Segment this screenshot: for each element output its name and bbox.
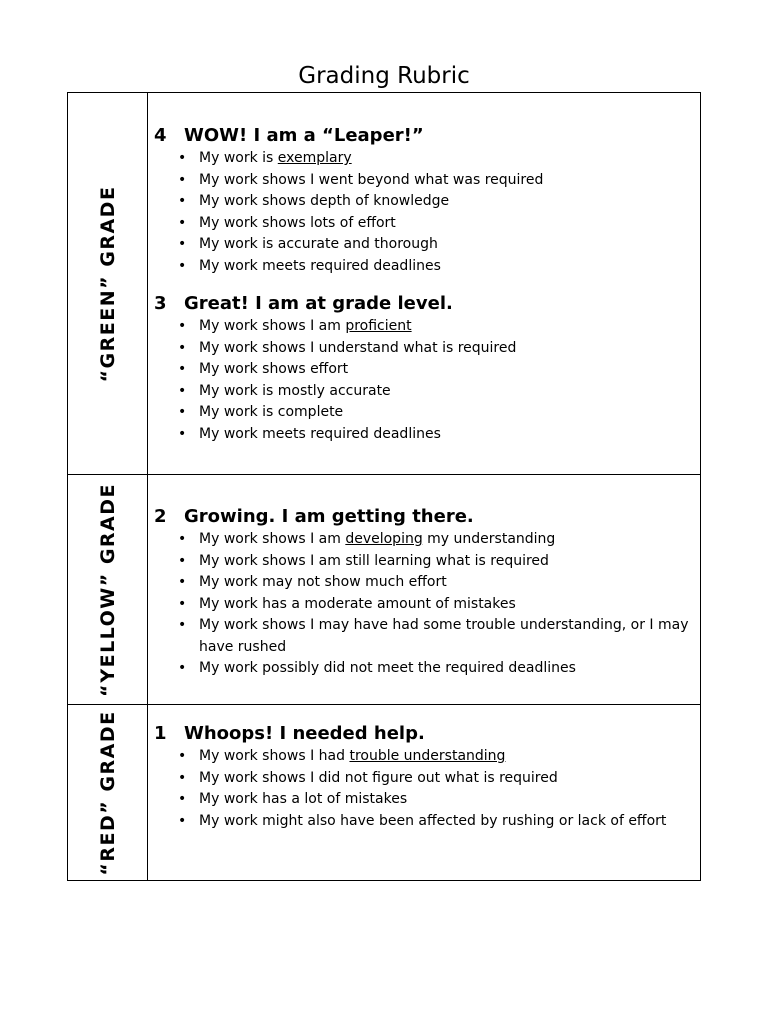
level-4 <box>154 93 692 277</box>
rubric-row-red <box>68 705 701 881</box>
rubric-row-green <box>68 93 701 475</box>
criteria-item: • My work is exemplary <box>178 148 692 170</box>
grade-label-yellow: “YELLOW” GRADE <box>96 482 119 697</box>
criteria-item: • My work shows effort <box>178 359 692 381</box>
criteria-list <box>154 148 692 277</box>
criteria-item: • My work has a moderate amount of mistakes <box>178 594 692 616</box>
rubric-row-yellow <box>68 475 701 705</box>
criteria-list <box>154 316 692 445</box>
emphasized-term: trouble understanding <box>349 748 506 764</box>
criteria-item: • My work possibly did not meet the required deadlines <box>178 658 692 680</box>
level-number: 4 <box>154 125 167 146</box>
criteria-item: • My work has a lot of mistakes <box>178 789 692 811</box>
level-title: WOW! I am a “Leaper!” <box>184 125 424 146</box>
level-heading <box>154 505 692 529</box>
criteria-item: • My work shows I understand what is required <box>178 338 692 360</box>
criteria-item: • My work shows lots of effort <box>178 213 692 235</box>
criteria-item: • My work meets required deadlines <box>178 256 692 278</box>
grade-content-cell <box>148 93 701 475</box>
emphasized-term: proficient <box>345 318 412 334</box>
grade-label-cell <box>68 475 148 705</box>
grade-label-cell <box>68 93 148 475</box>
criteria-item: • My work shows I went beyond what was required <box>178 170 692 192</box>
level-heading <box>154 292 692 316</box>
level-number: 1 <box>154 723 167 744</box>
criteria-item: • My work shows I am proficient <box>178 316 692 338</box>
emphasized-term: developing <box>345 531 423 547</box>
level-1 <box>154 705 692 832</box>
grade-label-green: “GREEN” GRADE <box>96 185 119 382</box>
grade-label-red: “RED” GRADE <box>96 709 119 876</box>
grade-content-cell <box>148 705 701 881</box>
level-number: 3 <box>154 293 167 314</box>
level-number: 2 <box>154 506 167 527</box>
rubric-table <box>67 92 701 881</box>
emphasized-term: exemplary <box>277 150 352 166</box>
criteria-item: • My work meets required deadlines <box>178 424 692 446</box>
criteria-item: • My work is accurate and thorough <box>178 234 692 256</box>
criteria-list <box>154 746 692 832</box>
grade-label-cell <box>68 705 148 881</box>
level-title: Whoops! I needed help. <box>184 723 425 744</box>
criteria-item: • My work shows depth of knowledge <box>178 191 692 213</box>
criteria-item: • My work shows I may have had some trouble understanding, or I may have rushed <box>178 615 692 658</box>
level-2 <box>154 475 692 680</box>
level-heading <box>154 124 692 148</box>
level-title: Growing. I am getting there. <box>184 506 474 527</box>
grade-content-cell <box>148 475 701 705</box>
criteria-list <box>154 529 692 680</box>
criteria-item: • My work might also have been affected by rushing or lack of effort <box>178 811 692 833</box>
criteria-item: • My work shows I am still learning what is required <box>178 551 692 573</box>
level-heading <box>154 722 692 746</box>
criteria-item: • My work shows I did not figure out what is required <box>178 768 692 790</box>
level-title: Great! I am at grade level. <box>184 293 453 314</box>
page-title: Grading Rubric <box>298 63 470 89</box>
criteria-item: • My work may not show much effort <box>178 572 692 594</box>
level-3 <box>154 277 692 445</box>
criteria-item: • My work shows I had trouble understanding <box>178 746 692 768</box>
criteria-item: • My work is mostly accurate <box>178 381 692 403</box>
criteria-item: • My work shows I am developing my understanding <box>178 529 692 551</box>
criteria-item: • My work is complete <box>178 402 692 424</box>
